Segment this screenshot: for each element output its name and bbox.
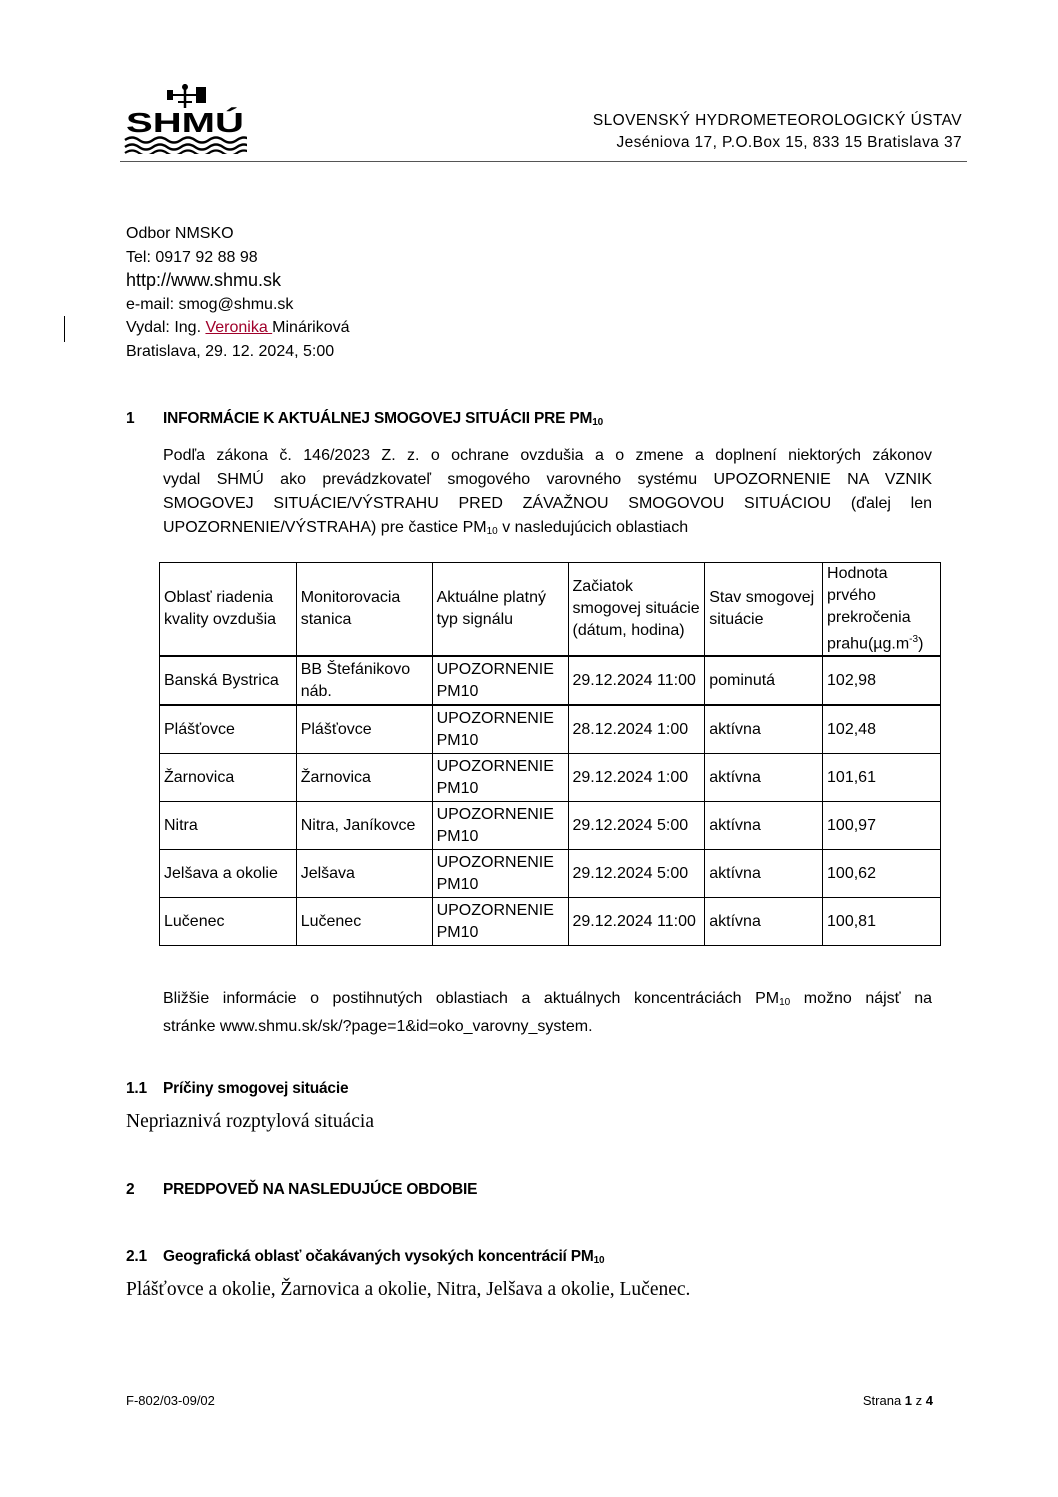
table-header-cell [823, 563, 941, 657]
table-cell: aktívna [705, 802, 823, 850]
table-cell: UPOZORNENIE PM10 [432, 656, 568, 705]
department: Odbor NMSKO [126, 225, 234, 242]
table-cell: 29.12.2024 1:00 [568, 754, 705, 802]
page-current: 1 [904, 1393, 913, 1408]
table-cell: 102,98 [823, 656, 941, 705]
section-1-1-title: Príčiny smogovej situácie [163, 1080, 349, 1097]
table-cell: Žarnovica [296, 754, 432, 802]
table-cell: Banská Bystrica [160, 656, 297, 705]
page-total: 4 [925, 1393, 933, 1408]
paragraph-last-b: v nasledujúcich oblastiach [497, 519, 689, 536]
table-cell: Plášťovce [296, 705, 432, 754]
issued-by [126, 316, 350, 340]
section-1-1-heading [0, 1080, 1058, 1104]
table-cell: 29.12.2024 11:00 [568, 656, 705, 705]
table-cell: UPOZORNENIE PM10 [432, 850, 568, 898]
table-cell: aktívna [705, 850, 823, 898]
section-1-paragraph [163, 444, 932, 544]
website-link[interactable]: http://www.shmu.sk [126, 270, 282, 290]
section-2-1-title-sub: 10 [593, 1255, 605, 1266]
paragraph-last-a: UPOZORNENIE/VÝSTRAHA) pre častice PM [163, 519, 487, 536]
contact-block [126, 222, 350, 363]
form-code: F-802/03-09/02 [126, 1393, 215, 1408]
issued-by-last-name: Mináriková [272, 319, 350, 336]
table-cell: Plášťovce [160, 705, 297, 754]
table-cell: Nitra [160, 802, 297, 850]
table-header-cell: Monitorovacia stanica [296, 563, 432, 657]
paragraph-line: Podľa zákona č. 146/2023 Z. z. o ochrane ovzdušia a o zmene a doplnení niektorých zákonov [163, 447, 932, 464]
paragraph-line [163, 516, 932, 544]
table-row [160, 850, 941, 898]
table-cell: aktívna [705, 898, 823, 946]
table-cell: 29.12.2024 11:00 [568, 898, 705, 946]
table-cell: 102,48 [823, 705, 941, 754]
table-cell: pominutá [705, 656, 823, 705]
revision-bar [64, 316, 65, 342]
more-info-line [163, 987, 932, 1015]
table-cell: 101,61 [823, 754, 941, 802]
table-cell: UPOZORNENIE PM10 [432, 705, 568, 754]
section-1-number: 1 [126, 410, 135, 427]
section-2-1-title-text: Geografická oblasť očakávaných vysokých koncentrácií PM [163, 1248, 594, 1265]
email[interactable]: e-mail: smog@shmu.sk [126, 295, 294, 313]
paragraph-last-sub: 10 [486, 526, 498, 537]
issued-by-prefix: Vydal: Ing. [126, 319, 206, 336]
section-2-1-number: 2.1 [126, 1248, 147, 1265]
table-cell: Jelšava [296, 850, 432, 898]
table-header-row [160, 563, 941, 657]
table-cell: Lučenec [296, 898, 432, 946]
organization-block [430, 110, 962, 154]
section-1-title [163, 410, 603, 428]
header-value-label: Hodnota prvého prekročenia prahu(µg.m [827, 565, 911, 653]
table-cell: Lučenec [160, 898, 297, 946]
header-unit-sup: -3 [909, 634, 919, 645]
table-row [160, 656, 941, 705]
table-cell: UPOZORNENIE PM10 [432, 802, 568, 850]
place-date: Bratislava, 29. 12. 2024, 5:00 [126, 342, 335, 360]
header-divider [120, 161, 967, 162]
table-cell: aktívna [705, 754, 823, 802]
table-row [160, 802, 941, 850]
table-cell: BB Štefánikovo náb. [296, 656, 432, 705]
more-info-b: možno nájsť na [790, 990, 933, 1007]
table-cell: 28.12.2024 1:00 [568, 705, 705, 754]
table-cell: aktívna [705, 705, 823, 754]
table-cell: Žarnovica [160, 754, 297, 802]
table-cell: 100,97 [823, 802, 941, 850]
table-header-cell: Aktuálne platný typ signálu [432, 563, 568, 657]
paragraph-line: SMOGOVEJ SITUÁCIE/VÝSTRAHU PRED ZÁVAŽNOU SMOGOVOU SITUÁCIOU (ďalej len [163, 495, 932, 512]
section-1-heading [0, 410, 1058, 434]
table-cell: Nitra, Janíkovce [296, 802, 432, 850]
section-1-1-text: Nepriaznivá rozptylová situácia [126, 1111, 374, 1132]
table-header-cell: Stav smogovej situácie [705, 563, 823, 657]
more-info-paragraph [163, 987, 932, 1039]
section-2-heading [0, 1181, 1058, 1205]
telephone: Tel: 0917 92 88 98 [126, 248, 258, 266]
table-cell: 29.12.2024 5:00 [568, 802, 705, 850]
table-cell: 100,62 [823, 850, 941, 898]
table-cell: 100,81 [823, 898, 941, 946]
table-cell: UPOZORNENIE PM10 [432, 898, 568, 946]
section-2-number: 2 [126, 1181, 135, 1198]
section-2-1-title [163, 1248, 604, 1266]
shmu-logo [123, 82, 247, 154]
logo-text: SHMÚ [126, 107, 244, 138]
paragraph-line: vydal SHMÚ ako prevádzkovateľ smogového varovného systému UPOZORNENIE NA VZNIK [163, 471, 932, 488]
table-row [160, 898, 941, 946]
section-1-title-sub: 10 [592, 417, 603, 428]
section-1-1-number: 1.1 [126, 1080, 147, 1097]
organization-name: SLOVENSKÝ HYDROMETEOROLOGICKÝ ÚSTAV [592, 112, 962, 129]
page-mid: z [912, 1393, 926, 1408]
table-row [160, 754, 941, 802]
organization-address: Jeséniova 17, P.O.Box 15, 833 15 Bratislava 37 [616, 134, 962, 151]
smog-situation-table [159, 562, 941, 946]
page-number [780, 1393, 933, 1408]
section-2-1-text: Plášťovce a okolie, Žarnovica a okolie, Nitra, Jelšava a okolie, Lučenec. [126, 1279, 691, 1300]
header-unit-close: ) [918, 635, 924, 653]
table-cell: UPOZORNENIE PM10 [432, 754, 568, 802]
table-header-cell: Začiatok smogovej situácie (dátum, hodina) [568, 563, 705, 657]
table-row [160, 705, 941, 754]
section-1-title-text: INFORMÁCIE K AKTUÁLNEJ SMOGOVEJ SITUÁCII PRE PM [163, 410, 593, 427]
more-info-a: Bližšie informácie o postihnutých oblastiach a aktuálnych koncentráciách PM [163, 990, 780, 1007]
more-info-link-line[interactable]: stránke www.shmu.sk/sk/?page=1&id=oko_varovny_system. [163, 1018, 593, 1035]
table-header-cell: Oblasť riadenia kvality ovzdušia [160, 563, 297, 657]
page-prefix: Strana [862, 1393, 905, 1408]
more-info-sub: 10 [779, 997, 791, 1008]
section-2-1-heading [0, 1248, 1058, 1272]
table-cell: Jelšava a okolie [160, 850, 297, 898]
issued-by-first-name: Veronika [205, 319, 273, 336]
table-cell: 29.12.2024 5:00 [568, 850, 705, 898]
section-2-title: PREDPOVEĎ NA NASLEDUJÚCE OBDOBIE [163, 1181, 478, 1198]
